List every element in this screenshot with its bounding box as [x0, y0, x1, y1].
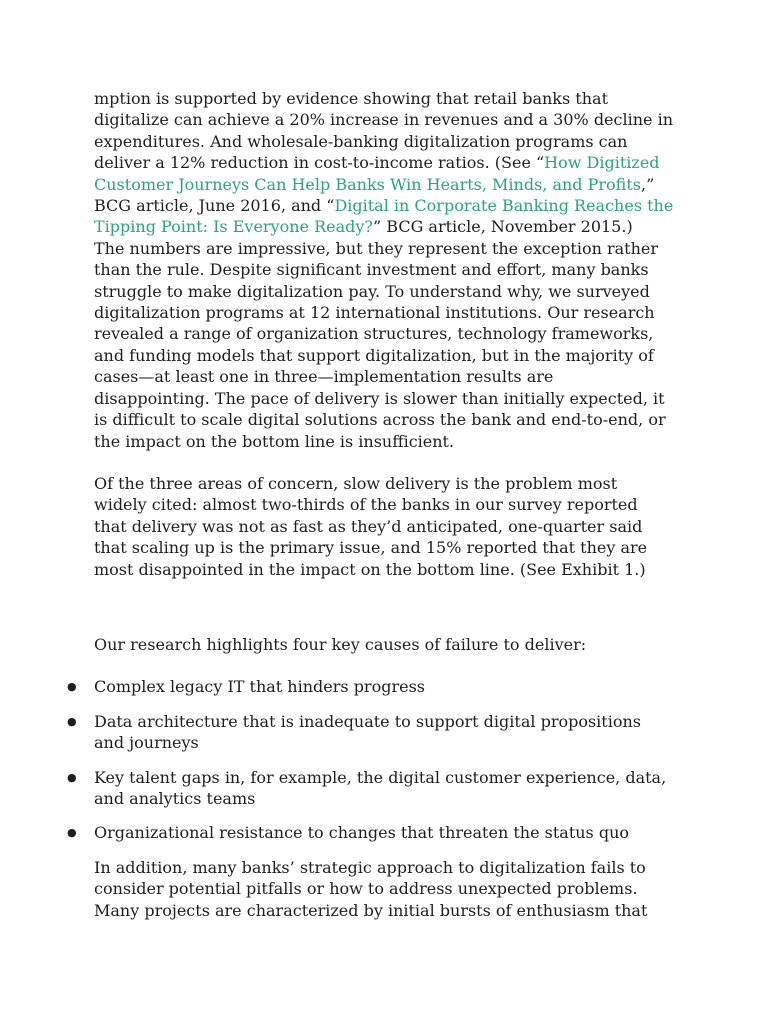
causes-list	[67, 676, 674, 843]
list-item	[67, 711, 674, 754]
list-item-text: Key talent gaps in, for example, the digital customer experience, data, and analytics teams	[94, 767, 667, 808]
document-page	[67, 88, 674, 921]
list-item-text: Data architecture that is inadequate to support digital propositions and journeys	[94, 711, 641, 753]
bullet-icon: ●	[67, 826, 77, 840]
list-item	[67, 767, 674, 810]
list-item	[67, 676, 674, 697]
bullet-icon: ●	[67, 770, 77, 784]
paragraph-evidence	[94, 88, 674, 238]
list-item	[67, 822, 674, 843]
bullet-icon: ●	[67, 680, 77, 694]
paragraph-numbers: The numbers are impressive, but they represent the exception rather than the rule. Despite significant investment and effort, many banks struggle to make digitalization pay. To understand why, we surveyed digitalization programs at 12 international institutions. Our research revealed a range of organization structures, technology frameworks, and funding models that support digitalization, but in the majority of cases—at least one in three—implementation results are disappointing. The pace of delivery is slower than initially expected, it is difficult to scale digital solutions across the bank and end-to-end, or the impact on the bottom line is insufficient.	[94, 238, 666, 451]
paragraph-concerns: Of the three areas of concern, slow delivery is the problem most widely cited: almost two-thirds of the banks in our survey reported that delivery was not as fast as they’d anticipated, one-quarter said that scaling up is the primary issue, and 15% reported that they are most disappointed in the impact on the bottom line. (See Exhibit 1.)	[94, 473, 648, 579]
para1-text-before: mption is supported by evidence showing that retail banks that digitalize can achieve a 20% increase in revenues and a 30% decline in expenditures. And wholesale-banking digitalization programs can deliver a 12% reduction in cost-to-income ratios. (See “	[94, 89, 673, 173]
paragraph-intro: Our research highlights four key causes of failure to deliver:	[94, 634, 587, 654]
para1-text-after: ” BCG article, November 2015.)	[373, 217, 633, 237]
para1-text-middle: ,” BCG article, June 2016, and “	[94, 174, 655, 216]
list-item-text: Complex legacy IT that hinders progress	[94, 677, 425, 697]
list-item-text: Organizational resistance to changes that threaten the status quo	[94, 823, 630, 843]
bullet-icon: ●	[67, 714, 77, 728]
paragraph-closing: In addition, many banks’ strategic approach to digitalization fails to consider potential pitfalls or how to address unexpected problems. Many projects are characterized by initial bursts of enthusiasm that	[94, 857, 648, 920]
article-link-digitized-journeys[interactable]: How Digitized Customer Journeys Can Help Banks Win Hearts, Minds, and Profits	[94, 153, 660, 194]
article-link-corporate-banking[interactable]: Digital in Corporate Banking Reaches the Tipping Point: Is Everyone Ready?	[94, 196, 674, 237]
